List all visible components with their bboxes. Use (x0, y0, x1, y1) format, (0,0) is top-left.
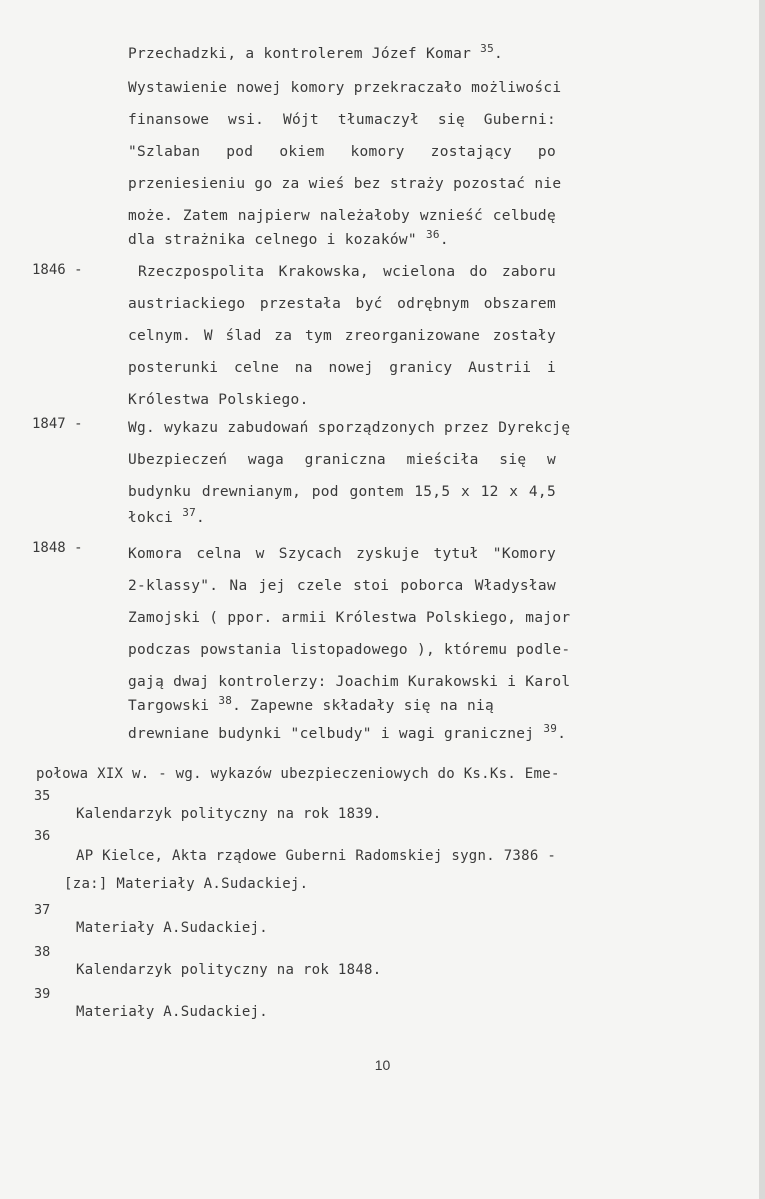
text-line: finansowe wsi. Wójt tłumaczył się Guberni: (128, 112, 556, 128)
text-line: może. Zatem najpierw należałoby wznieść celbudę (128, 208, 556, 224)
footnote-text: Kalendarzyk polityczny na rok 1848. (76, 962, 382, 978)
text-line: połowa XIX w. - wg. wykazów ubezpieczeniowych do Ks.Ks. Eme- (36, 766, 560, 782)
text-line: Ubezpieczeń waga graniczna mieściła się w (128, 452, 556, 468)
footnote-ref: 37 (182, 506, 197, 519)
footnote-ref: 36 (425, 228, 440, 241)
text-line: austriackiego przestała być odrębnym obszarem (128, 296, 556, 312)
text-line: Wg. wykazu zabudowań sporządzonych przez Dyrekcję (128, 420, 571, 436)
footnote-text: Materiały A.Sudackiej. (76, 920, 269, 936)
text-line: Zamojski ( ppor. armii Królestwa Polskiego, major (128, 610, 571, 626)
text-line: Rzeczpospolita Krakowska, wcielona do zaboru (138, 264, 556, 280)
text-line: Wystawienie nowej komory przekraczało możliwości (128, 80, 562, 96)
footnote-number: 39 (34, 986, 51, 1002)
footnote-ref: 39 (543, 722, 558, 735)
text-line: podczas powstania listopadowego ), któremu podle- (128, 642, 571, 658)
page-edge-shadow (759, 0, 765, 1199)
text-line: Targowski $^{38}$. Zapewne składały się na nią (128, 694, 495, 714)
text-line: gają dwaj kontrolerzy: Joachim Kurakowski i Karol (128, 674, 571, 690)
year-label-1848: 1848 - (32, 540, 83, 556)
page-number: 10 (374, 1057, 391, 1073)
text-line: Przechadzki, a kontrolerem Józef Komar $^{35}$. (128, 42, 504, 62)
text-line: Królestwa Polskiego. (128, 392, 309, 408)
footnote-text: AP Kielce, Akta rządowe Guberni Radomskiej sygn. 7386 - (76, 848, 557, 864)
text-line: łokci $^{37}$. (128, 506, 206, 526)
text-line: przeniesieniu go za wieś bez straży pozostać nie (128, 176, 562, 192)
text-line: Komora celna w Szycach zyskuje tytuł "Komory (128, 546, 556, 562)
footnote-number: 36 (34, 828, 51, 844)
footnote-text: Materiały A.Sudackiej. (76, 1004, 269, 1020)
footnote-ref: 35 (480, 42, 495, 55)
text-line: dla strażnika celnego i kozaków" $^{36}$. (128, 228, 449, 248)
footnote-number: 37 (34, 902, 51, 918)
text-line: 2-klassy". Na jej czele stoi poborca Władysław (128, 578, 556, 594)
footnote-number: 38 (34, 944, 51, 960)
text-line: "Szlaban pod okiem komory zostający po (128, 144, 556, 160)
footnote-number: 35 (34, 788, 51, 804)
footnote-text: Kalendarzyk polityczny na rok 1839. (76, 806, 382, 822)
text-line: drewniane budynki "celbudy" i wagi granicznej $^{39}$. (128, 722, 567, 742)
text-line: celnym. W ślad za tym zreorganizowane zostały (128, 328, 556, 344)
footnote-ref: 38 (218, 694, 233, 707)
footnote-text: [za:] Materiały A.Sudackiej. (64, 876, 309, 892)
text-line: posterunki celne na nowej granicy Austrii i (128, 360, 556, 376)
year-label-1846: 1846 - (32, 262, 83, 278)
year-label-1847: 1847 - (32, 416, 83, 432)
text-line: budynku drewnianym, pod gontem 15,5 x 12 x 4,5 (128, 484, 556, 500)
